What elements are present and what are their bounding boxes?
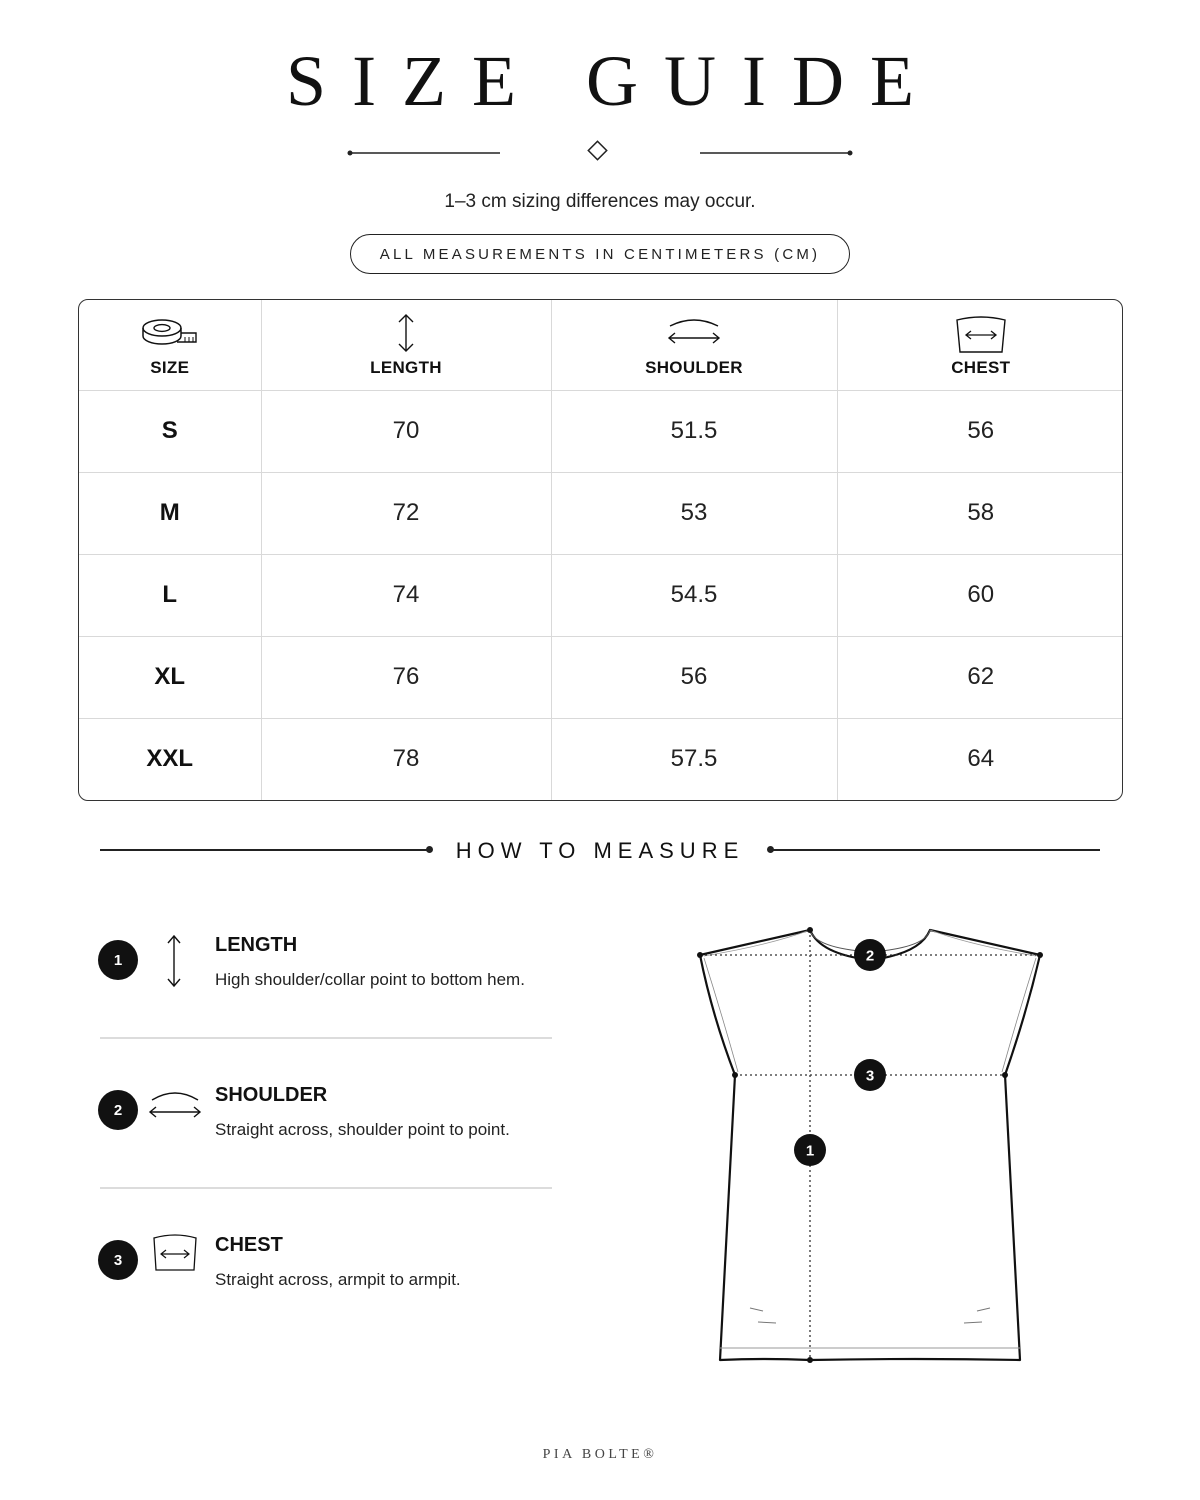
length-cell: 74 bbox=[261, 554, 551, 636]
step-divider bbox=[100, 1037, 552, 1039]
chest-cell: 60 bbox=[837, 554, 1123, 636]
table-row bbox=[79, 472, 1123, 554]
shoulder-arrow-icon bbox=[148, 1080, 202, 1136]
table-row bbox=[79, 636, 1123, 718]
shoulder-cell: 51.5 bbox=[551, 390, 837, 472]
table-header-row bbox=[79, 300, 1123, 390]
table-row bbox=[79, 390, 1123, 472]
step-title: LENGTH bbox=[215, 934, 298, 956]
length-cell: 72 bbox=[261, 472, 551, 554]
measure-step-length bbox=[98, 928, 552, 1008]
chest-arrow-icon bbox=[148, 1230, 202, 1286]
chest-cell: 62 bbox=[837, 636, 1123, 718]
how-to-measure-title: HOW TO MEASURE bbox=[455, 838, 745, 863]
how-to-measure-heading bbox=[100, 836, 1100, 866]
step-description: Straight across, armpit to armpit. bbox=[215, 1270, 461, 1289]
length-cell: 78 bbox=[261, 718, 551, 800]
marker-label: 1 bbox=[805, 1142, 815, 1160]
size-cell: S bbox=[79, 390, 261, 472]
size-cell: XL bbox=[79, 636, 261, 718]
size-table bbox=[78, 299, 1123, 801]
title-divider bbox=[345, 140, 855, 166]
length-cell: 76 bbox=[261, 636, 551, 718]
shoulder-cell: 57.5 bbox=[551, 718, 837, 800]
sizing-note: 1–3 cm sizing differences may occur. bbox=[444, 191, 756, 212]
column-label: CHEST bbox=[951, 358, 1011, 377]
measure-step-chest bbox=[98, 1228, 552, 1308]
marker-label: 3 bbox=[865, 1067, 875, 1085]
step-number-badge: 1 bbox=[98, 940, 138, 980]
column-header-size bbox=[79, 300, 261, 390]
step-number-badge: 2 bbox=[98, 1090, 138, 1130]
step-title: CHEST bbox=[215, 1234, 283, 1256]
brand-footer: PIA BOLTE® bbox=[542, 1447, 658, 1462]
chest-cell: 58 bbox=[837, 472, 1123, 554]
marker-length bbox=[794, 1134, 826, 1166]
shoulder-cell: 54.5 bbox=[551, 554, 837, 636]
vertical-arrow-icon bbox=[148, 932, 202, 988]
step-number-badge: 3 bbox=[98, 1240, 138, 1280]
shoulder-cell: 53 bbox=[551, 472, 837, 554]
column-label: SIZE bbox=[150, 358, 190, 377]
step-divider bbox=[100, 1187, 552, 1189]
step-title: SHOULDER bbox=[215, 1084, 328, 1106]
measuring-tape-icon bbox=[140, 312, 200, 354]
column-label: LENGTH bbox=[370, 358, 442, 377]
size-cell: XXL bbox=[79, 718, 261, 800]
marker-chest bbox=[854, 1059, 886, 1091]
garment-diagram bbox=[690, 920, 1050, 1370]
column-header-chest bbox=[837, 300, 1123, 390]
table-row bbox=[79, 554, 1123, 636]
tshirt-outline bbox=[700, 930, 1040, 1360]
column-header-shoulder bbox=[551, 300, 837, 390]
vertical-arrow-icon bbox=[394, 312, 418, 354]
page-title: SIZE GUIDE bbox=[286, 41, 940, 121]
step-description: High shoulder/collar point to bottom hem. bbox=[215, 970, 525, 989]
chest-cell: 64 bbox=[967, 745, 995, 773]
table-row bbox=[79, 718, 1123, 800]
column-label: SHOULDER bbox=[645, 358, 743, 377]
chest-arrow-icon bbox=[951, 312, 1011, 354]
measurement-guides bbox=[697, 927, 1043, 1363]
units-badge: ALL MEASUREMENTS IN CENTIMETERS (CM) bbox=[350, 234, 850, 274]
size-cell: L bbox=[79, 554, 261, 636]
column-header-length bbox=[261, 300, 551, 390]
heading-rule-right bbox=[770, 849, 1100, 851]
measure-step-shoulder bbox=[98, 1078, 552, 1158]
shoulder-arrow-icon bbox=[664, 312, 724, 354]
length-cell: 70 bbox=[261, 390, 551, 472]
marker-label: 2 bbox=[865, 947, 875, 965]
shoulder-cell: 56 bbox=[551, 636, 837, 718]
step-description: Straight across, shoulder point to point. bbox=[215, 1120, 510, 1139]
chest-cell: 56 bbox=[837, 390, 1123, 472]
size-cell: M bbox=[79, 472, 261, 554]
marker-shoulder bbox=[854, 939, 886, 971]
